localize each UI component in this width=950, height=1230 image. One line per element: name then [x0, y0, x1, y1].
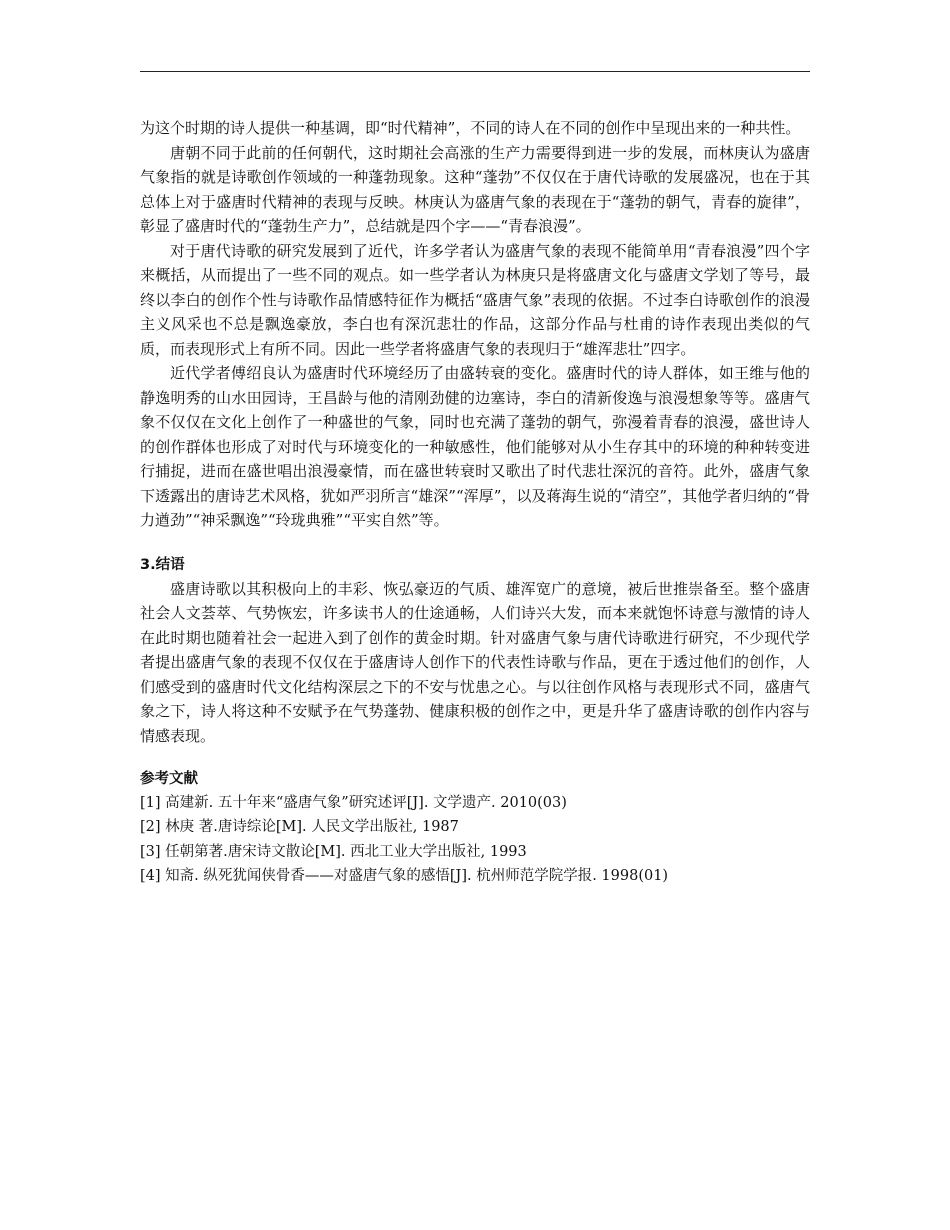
conclusion-paragraph: 盛唐诗歌以其积极向上的丰彩、恢弘豪迈的气质、雄浑宽广的意境，被后世推崇备至。整个盛唐社会人文荟萃、气势恢宏，许多读书人的仕途通畅，人们诗兴大发，而本来就饱怀诗意与激情的诗人在此时期也随着社会一起进入到了创作的黄金时期。针对盛唐气象与唐代诗歌进行研究，不少现代学者提出盛唐气象的表现不仅仅在于盛唐诗人创作下的代表性诗歌与作品，更在于透过他们的创作，人们感受到的盛唐时代文化结构深层之下的不安与忧患之心。与以往创作风格与表现形式不同，盛唐气象之下，诗人将这种不安赋予在气势蓬勃、健康积极的创作之中，更是升华了盛唐诗歌的创作内容与情感表现。: [140, 579, 810, 745]
reference-item: [3] 任朝第著.唐宋诗文散论[M]. 西北工业大学出版社, 1993: [140, 843, 527, 860]
header-rule: [140, 71, 810, 72]
reference-item: [1] 高建新. 五十年来“盛唐气象”研究述评[J]. 文学遗产. 2010(03): [140, 795, 567, 811]
references-heading: 参考文献: [140, 771, 198, 787]
body-paragraph-continuation: 为这个时期的诗人提供一种基调，即“时代精神”，不同的诗人在不同的创作中呈现出来的一种共性。: [140, 119, 801, 137]
spacer: [140, 533, 810, 553]
reference-item: [2] 林庚 著.唐诗综论[M]. 人民文学出版社, 1987: [140, 819, 459, 836]
conclusion-heading: 3.结语: [140, 556, 185, 573]
reference-item: [4] 知斋. 纵死犹闻侠骨香——对盛唐气象的感悟[J]. 杭州师范学院学报. 1998(01): [140, 868, 669, 885]
body-paragraph: 唐朝不同于此前的任何朝代，这时期社会高涨的生产力需要得到进一步的发展，而林庚认为盛唐气象指的就是诗歌创作领域的一种蓬勃现象。这种“蓬勃”不仅仅在于唐代诗歌的发展盛况，也在于其总体上对于盛唐时代精神的表现与反映。林庚认为盛唐气象的表现在于“蓬勃的朝气，青春的旋律”，彰显了盛唐时代的“蓬勃生产力”，总结就是四个字——“青春浪漫”。: [140, 143, 810, 235]
body-paragraph: 近代学者傅绍良认为盛唐时代环境经历了由盛转衰的变化。盛唐时代的诗人群体，如王维与他的静逸明秀的山水田园诗，王昌龄与他的清刚劲健的边塞诗，李白的清新俊逸与浪漫想象等等。盛唐气象不仅仅在文化上创作了一种盛世的气象，同时也充满了蓬勃的朝气，弥漫着青春的浪漫，盛世诗人的创作群体也形成了对时代与环境变化的一种敏感性，他们能够对从小生存其中的环境的种种转变进行捕捉，进而在盛世唱出浪漫豪情，而在盛世转衰时又歌出了时代悲壮深沉的音符。此外，盛唐气象下透露出的唐诗艺术风格，犹如严羽所言“雄深”“浑厚”，以及蒋海生说的“清空”，其他学者归纳的“骨力遒劲”“神采飘逸”“玲珑典雅”“平实自然”等。: [140, 364, 810, 529]
document-body: [140, 116, 810, 889]
reference-list: [140, 791, 810, 889]
body-paragraph: 对于唐代诗歌的研究发展到了近代，许多学者认为盛唐气象的表现不能简单用“青春浪漫”四个字来概括，从而提出了一些不同的观点。如一些学者认为林庚只是将盛唐文化与盛唐文学划了等号，最终以李白的创作个性与诗歌作品情感特征作为概括“盛唐气象”表现的依据。不过李白诗歌创作的浪漫主义风采也不总是飘逸豪放，李白也有深沉悲壮的作品，这部分作品与杜甫的诗作表现出类似的气质，而表现形式上有所不同。因此一些学者将盛唐气象的表现归于“雄浑悲壮”四字。: [140, 241, 810, 358]
spacer: [140, 748, 810, 767]
